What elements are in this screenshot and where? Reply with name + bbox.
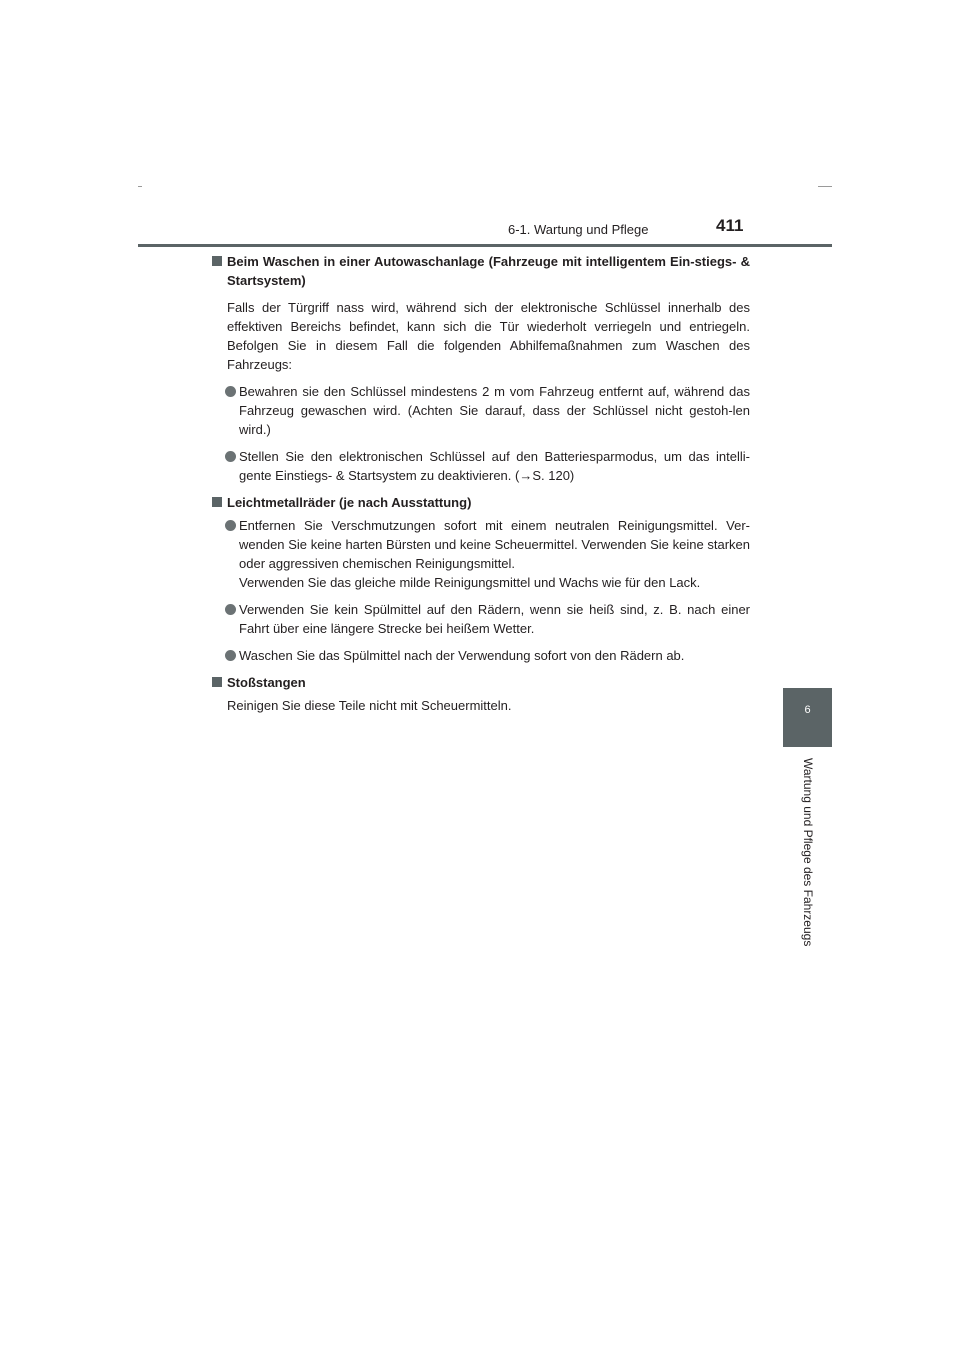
paragraph-car-wash: Falls der Türgriff nass wird, während sich der elektronische Schlüssel innerhalb des effektiven Bereichs befindet, kann sich die Tür wiederholt verriegeln und entriegeln. Befolgen Sie in diesem Fall die folgenden Abhilfemaßnahmen zum Waschen des Fahrzeugs: (227, 300, 750, 372)
list-item (210, 382, 750, 439)
list-item-text: Waschen Sie das Spülmittel nach der Verwendung sofort von den Rädern ab. (239, 648, 685, 663)
paragraph-bumpers: Reinigen Sie diese Teile nicht mit Scheuermitteln. (227, 698, 512, 713)
crop-mark-right (818, 186, 832, 187)
section-heading-car-wash (210, 252, 750, 290)
list-item-text: Bewahren sie den Schlüssel mindestens 2 m vom Fahrzeug entfernt auf, während das Fahrzeug gewaschen wird. (Achten Sie darauf, dass der Schlüssel nicht gestoh-len wird.) (239, 384, 750, 437)
heading-text: Leichtmetallräder (je nach Ausstattung) (227, 495, 472, 510)
chapter-label: Wartung und Pflege des Fahrzeugs (801, 758, 815, 947)
page-number: 411 (716, 216, 744, 235)
section-heading-bumpers (210, 673, 750, 692)
list-item-text: Entfernen Sie Verschmutzungen sofort mit einem neutralen Reinigungsmittel. Ver-wenden Sie keine harten Bürsten und keine Scheuermittel. Verwenden Sie keine starken oder aggressiven chemischen Reinigungsmittel. (239, 518, 750, 571)
section-heading-alloy-wheels (210, 493, 750, 512)
circle-bullet-icon (225, 604, 236, 615)
list-item (210, 447, 750, 485)
list-item-text-continued: Verwenden Sie das gleiche milde Reinigungsmittel und Wachs wie für den Lack. (239, 575, 701, 590)
chapter-tab[interactable] (783, 688, 832, 747)
header-divider (138, 244, 832, 247)
crop-mark-left (138, 186, 142, 187)
list-item-text: Verwenden Sie kein Spülmittel auf den Rädern, wenn sie heiß sind, z. B. nach einer Fahrt über eine längere Strecke bei heißem Wetter. (239, 602, 750, 636)
circle-bullet-icon (225, 451, 236, 462)
circle-bullet-icon (225, 520, 236, 531)
heading-text: Beim Waschen in einer Autowaschanlage (Fahrzeuge mit intelligentem Ein-stiegs- & Startsystem) (227, 254, 750, 288)
square-bullet-icon (212, 256, 222, 266)
square-bullet-icon (212, 677, 222, 687)
chapter-number: 6 (804, 704, 811, 716)
section-title: 6-1. Wartung und Pflege (508, 222, 649, 237)
list-item (210, 600, 750, 638)
heading-text: Stoßstangen (227, 675, 306, 690)
list-item (210, 646, 750, 665)
square-bullet-icon (212, 497, 222, 507)
circle-bullet-icon (225, 386, 236, 397)
list-item-text: Stellen Sie den elektronischen Schlüssel auf den Batteriesparmodus, um das intelli-gente Einstiegs- & Startsystem zu deaktivieren. (→S. 120) (239, 449, 750, 483)
circle-bullet-icon (225, 650, 236, 661)
list-item (210, 516, 750, 592)
page-content (210, 252, 750, 723)
